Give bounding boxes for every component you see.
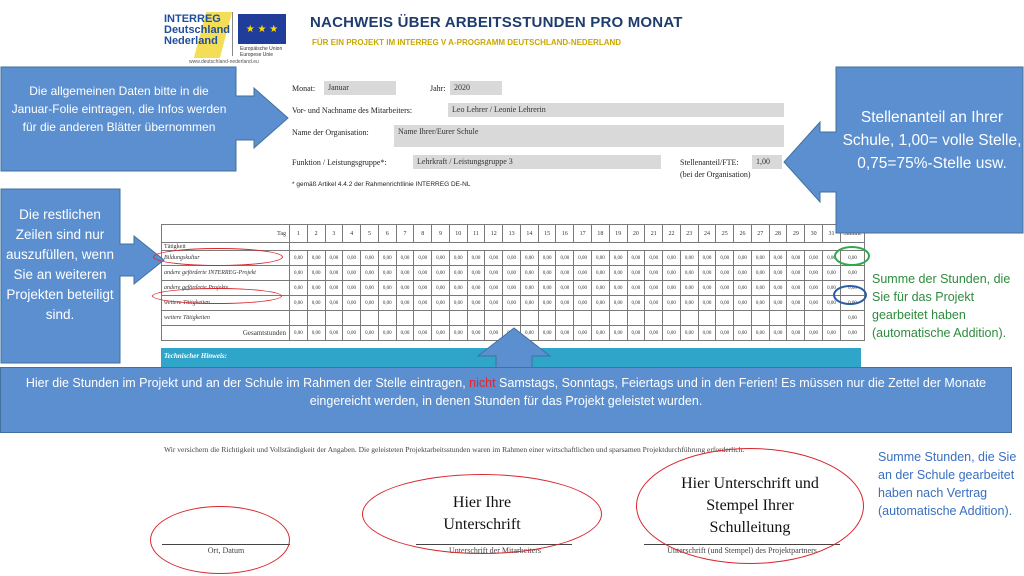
date-highlight-ellipse bbox=[150, 506, 290, 574]
row-sum-cell: 0,00 bbox=[841, 266, 865, 281]
hours-cell[interactable]: 0,00 bbox=[325, 281, 343, 296]
hours-cell[interactable] bbox=[787, 311, 805, 326]
activity-header-spacer bbox=[290, 243, 865, 251]
hours-cell[interactable]: 0,00 bbox=[769, 281, 787, 296]
employee-signature-caption: Unterschrift der Mitarbeiters bbox=[449, 546, 541, 555]
hours-cell[interactable]: 0,00 bbox=[627, 281, 645, 296]
blue-sum-highlight bbox=[833, 285, 867, 305]
hours-cell[interactable] bbox=[698, 311, 716, 326]
hours-cell[interactable]: 0,00 bbox=[716, 281, 734, 296]
total-hours-cell: 0,00 bbox=[485, 326, 503, 341]
table-row bbox=[162, 266, 865, 281]
hours-cell[interactable]: 0,00 bbox=[787, 281, 805, 296]
activity-label-cell[interactable]: weitere Tätigkeiten bbox=[162, 311, 290, 326]
hours-cell[interactable]: 0,00 bbox=[663, 281, 681, 296]
hours-cell[interactable]: 0,00 bbox=[449, 251, 467, 266]
hours-cell[interactable] bbox=[680, 311, 698, 326]
hours-cell[interactable]: 0,00 bbox=[680, 296, 698, 311]
own-signature-hint: Hier Ihre Unterschrift bbox=[443, 494, 521, 533]
total-hours-cell: 0,00 bbox=[343, 326, 361, 341]
day-header-cell: 1 bbox=[290, 225, 308, 243]
hours-cell[interactable]: 0,00 bbox=[414, 251, 432, 266]
school-signature-ellipse bbox=[636, 448, 864, 564]
hours-cell[interactable]: 0,00 bbox=[503, 251, 521, 266]
hours-cell[interactable] bbox=[467, 311, 485, 326]
hours-cell[interactable]: 0,00 bbox=[751, 296, 769, 311]
name-label: Vor- und Nachname des Mitarbeiters: bbox=[292, 106, 413, 115]
fte-field[interactable]: 1,00 bbox=[752, 155, 782, 169]
day-header-cell: 17 bbox=[574, 225, 592, 243]
function-field[interactable]: Lehrkraft / Leistungsgruppe 3 bbox=[413, 155, 661, 169]
day-header-cell: 9 bbox=[432, 225, 450, 243]
hours-cell[interactable]: 0,00 bbox=[325, 251, 343, 266]
total-hours-cell: 0,00 bbox=[467, 326, 485, 341]
hours-cell[interactable]: 0,00 bbox=[751, 281, 769, 296]
hours-cell[interactable]: 0,00 bbox=[520, 281, 538, 296]
hours-cell[interactable]: 0,00 bbox=[556, 266, 574, 281]
hours-cell[interactable]: 0,00 bbox=[485, 251, 503, 266]
hours-cell[interactable]: 0,00 bbox=[378, 266, 396, 281]
total-hours-cell: 0,00 bbox=[734, 326, 752, 341]
place-date-caption: Ort, Datum bbox=[207, 546, 245, 555]
callout-text-part2: Samstags, Sonntags, Feiertags und in den Ferien! Es müssen nur die Zettel der Monate eingereicht werden, in denen Stunden für das Projekt geleistet wurden. bbox=[309, 376, 987, 408]
hours-cell[interactable]: 0,00 bbox=[663, 296, 681, 311]
year-label: Jahr: bbox=[430, 84, 446, 93]
total-hours-cell: 0,00 bbox=[556, 326, 574, 341]
hours-cell[interactable]: 0,00 bbox=[290, 251, 308, 266]
hours-cell[interactable]: 0,00 bbox=[343, 251, 361, 266]
hours-cell[interactable] bbox=[503, 311, 521, 326]
hours-cell[interactable] bbox=[538, 311, 556, 326]
hours-cell[interactable]: 0,00 bbox=[414, 281, 432, 296]
hours-cell[interactable] bbox=[449, 311, 467, 326]
row-sum-cell: 0,00 bbox=[841, 311, 865, 326]
interreg-logo-text: INTERREG Deutschland Nederland bbox=[164, 13, 231, 47]
hours-cell[interactable] bbox=[432, 311, 450, 326]
day-header-cell: 2 bbox=[307, 225, 325, 243]
highlight-ellipse-row1 bbox=[153, 248, 283, 266]
own-signature-ellipse bbox=[362, 474, 602, 554]
day-header-cell: 5 bbox=[361, 225, 379, 243]
hours-cell[interactable]: 0,00 bbox=[805, 251, 823, 266]
hours-cell[interactable]: 0,00 bbox=[787, 266, 805, 281]
hours-cell[interactable]: 0,00 bbox=[698, 281, 716, 296]
hours-cell[interactable] bbox=[627, 311, 645, 326]
hours-cell[interactable]: 0,00 bbox=[378, 251, 396, 266]
name-field[interactable]: Leo Lehrer / Leonie Lehrerin bbox=[448, 103, 784, 117]
day-header-cell: 11 bbox=[467, 225, 485, 243]
total-hours-cell: 0,00 bbox=[520, 326, 538, 341]
hours-cell[interactable]: 0,00 bbox=[290, 281, 308, 296]
total-hours-cell: 0,00 bbox=[663, 326, 681, 341]
hours-cell[interactable]: 0,00 bbox=[698, 251, 716, 266]
hours-cell[interactable]: 0,00 bbox=[592, 281, 610, 296]
total-hours-cell: 0,00 bbox=[378, 326, 396, 341]
day-header-cell: 14 bbox=[520, 225, 538, 243]
total-hours-cell: 0,00 bbox=[574, 326, 592, 341]
hours-cell[interactable]: 0,00 bbox=[556, 296, 574, 311]
hours-cell[interactable]: 0,00 bbox=[520, 251, 538, 266]
total-hours-cell: 0,00 bbox=[787, 326, 805, 341]
hours-cell[interactable] bbox=[805, 311, 823, 326]
total-hours-cell: 0,00 bbox=[698, 326, 716, 341]
total-label-cell: Gesamtstunden bbox=[162, 326, 290, 341]
hours-cell[interactable]: 0,00 bbox=[822, 251, 840, 266]
activity-label-cell[interactable]: weitere Tätigkeiten bbox=[162, 296, 290, 311]
total-hours-cell: 0,00 bbox=[290, 326, 308, 341]
hours-cell[interactable]: 0,00 bbox=[627, 266, 645, 281]
day-header-cell: 16 bbox=[556, 225, 574, 243]
fte-label: Stellenanteil/FTE: bbox=[680, 158, 739, 167]
hours-cell[interactable]: 0,00 bbox=[592, 296, 610, 311]
hours-cell[interactable]: 0,00 bbox=[556, 251, 574, 266]
hours-cell[interactable]: 0,00 bbox=[734, 281, 752, 296]
hours-cell[interactable]: 0,00 bbox=[698, 266, 716, 281]
hours-cell[interactable]: 0,00 bbox=[396, 281, 414, 296]
org-label: Name der Organisation: bbox=[292, 128, 369, 137]
page-subtitle: FÜR EIN PROJEKT IM INTERREG V A-PROGRAMM DEUTSCHLAND-NEDERLAND bbox=[312, 38, 622, 47]
day-header-cell: 19 bbox=[609, 225, 627, 243]
hours-cell[interactable]: 0,00 bbox=[751, 266, 769, 281]
hours-cell[interactable]: 0,00 bbox=[396, 266, 414, 281]
hours-cell[interactable]: 0,00 bbox=[503, 281, 521, 296]
hours-cell[interactable] bbox=[822, 311, 840, 326]
tag-header-cell: Tag bbox=[162, 225, 290, 243]
day-header-cell: 15 bbox=[538, 225, 556, 243]
total-hours-cell: 0,00 bbox=[716, 326, 734, 341]
hours-cell[interactable]: 0,00 bbox=[592, 251, 610, 266]
hours-cell[interactable]: 0,00 bbox=[663, 251, 681, 266]
hours-cell[interactable]: 0,00 bbox=[538, 266, 556, 281]
hours-cell[interactable]: 0,00 bbox=[361, 251, 379, 266]
hours-cell[interactable]: 0,00 bbox=[414, 296, 432, 311]
hours-cell[interactable]: 0,00 bbox=[485, 266, 503, 281]
day-header-cell: 27 bbox=[751, 225, 769, 243]
hours-cell[interactable]: 0,00 bbox=[467, 266, 485, 281]
day-header-cell: 12 bbox=[485, 225, 503, 243]
hours-cell[interactable]: 0,00 bbox=[698, 296, 716, 311]
day-header-cell: 6 bbox=[378, 225, 396, 243]
total-hours-cell: 0,00 bbox=[325, 326, 343, 341]
total-hours-cell: 0,00 bbox=[414, 326, 432, 341]
hours-cell[interactable]: 0,00 bbox=[396, 251, 414, 266]
hours-cell[interactable]: 0,00 bbox=[307, 281, 325, 296]
day-header-cell: 13 bbox=[503, 225, 521, 243]
row-sum-cell: 0,00 bbox=[841, 251, 865, 266]
hours-cell[interactable]: 0,00 bbox=[432, 281, 450, 296]
hours-cell[interactable]: 0,00 bbox=[787, 251, 805, 266]
hours-cell[interactable] bbox=[574, 311, 592, 326]
hours-cell[interactable]: 0,00 bbox=[769, 296, 787, 311]
hours-cell[interactable] bbox=[556, 311, 574, 326]
activity-header-row bbox=[162, 243, 865, 251]
total-hours-cell: 0,00 bbox=[751, 326, 769, 341]
fte-callout-text: Stellenanteil an Ihrer Schule, 1,00= volle Stelle, 0,75=75%-Stelle usw. bbox=[842, 109, 1022, 172]
hours-cell[interactable]: 0,00 bbox=[538, 281, 556, 296]
day-header-cell: 8 bbox=[414, 225, 432, 243]
hours-cell[interactable]: 0,00 bbox=[734, 251, 752, 266]
up-arrow-shape bbox=[474, 326, 554, 372]
hours-cell[interactable]: 0,00 bbox=[805, 296, 823, 311]
other-projects-callout-text: Die restlichen Zeilen sind nur auszufüllen, wenn Sie an weiteren Projekten beteiligt sind. bbox=[5, 207, 115, 322]
hours-cell[interactable]: 0,00 bbox=[449, 266, 467, 281]
hours-cell[interactable]: 0,00 bbox=[734, 266, 752, 281]
total-hours-cell: 0,00 bbox=[805, 326, 823, 341]
callout-text-part1: Hier die Stunden im Projekt und an der Schule im Rahmen der Stelle eintragen, bbox=[25, 376, 470, 390]
hours-cell[interactable]: 0,00 bbox=[467, 251, 485, 266]
hours-cell[interactable]: 0,00 bbox=[680, 281, 698, 296]
hours-cell[interactable]: 0,00 bbox=[716, 251, 734, 266]
hours-cell[interactable]: 0,00 bbox=[485, 281, 503, 296]
callout-text-red: nicht bbox=[469, 376, 496, 390]
eu-flag-icon: ★ ★ ★ bbox=[238, 14, 286, 44]
highlight-ellipse-row4 bbox=[152, 288, 282, 304]
table-header-row bbox=[162, 225, 865, 243]
day-header-cell: 31 bbox=[822, 225, 840, 243]
total-hours-cell: 0,00 bbox=[538, 326, 556, 341]
hours-cell[interactable]: 0,00 bbox=[307, 296, 325, 311]
total-hours-cell: 0,00 bbox=[449, 326, 467, 341]
hours-cell[interactable]: 0,00 bbox=[663, 266, 681, 281]
technical-note-title: Technischer Hinweis: bbox=[164, 352, 227, 360]
hours-cell[interactable]: 0,00 bbox=[751, 251, 769, 266]
total-hours-cell: 0,00 bbox=[609, 326, 627, 341]
hours-cell[interactable] bbox=[396, 311, 414, 326]
hours-cell[interactable]: 0,00 bbox=[645, 281, 663, 296]
hours-cell[interactable]: 0,00 bbox=[574, 281, 592, 296]
hours-cell[interactable]: 0,00 bbox=[769, 251, 787, 266]
hours-cell[interactable]: 0,00 bbox=[378, 296, 396, 311]
hours-cell[interactable]: 0,00 bbox=[485, 296, 503, 311]
partner-signature-caption: Unterschrift (und Stempel) des Projektpartners bbox=[667, 546, 817, 555]
hours-cell[interactable] bbox=[343, 311, 361, 326]
project-sum-note: Summe der Stunden, die Sie für das Projekt gearbeitet haben (automatische Addition). bbox=[872, 272, 1011, 340]
table-row bbox=[162, 311, 865, 326]
day-header-cell: 28 bbox=[769, 225, 787, 243]
hours-cell[interactable]: 0,00 bbox=[805, 281, 823, 296]
hours-cell[interactable]: 0,00 bbox=[716, 266, 734, 281]
hours-cell[interactable] bbox=[520, 311, 538, 326]
hours-cell[interactable]: 0,00 bbox=[609, 281, 627, 296]
hours-cell[interactable]: 0,00 bbox=[290, 296, 308, 311]
hours-cell[interactable] bbox=[290, 311, 308, 326]
day-header-cell: 25 bbox=[716, 225, 734, 243]
day-header-cell: 18 bbox=[592, 225, 610, 243]
day-header-cell: 22 bbox=[663, 225, 681, 243]
total-hours-cell: 0,00 bbox=[769, 326, 787, 341]
day-header-cell: 23 bbox=[680, 225, 698, 243]
month-label: Monat: bbox=[292, 84, 316, 93]
hours-cell[interactable] bbox=[645, 311, 663, 326]
day-header-cell: 30 bbox=[805, 225, 823, 243]
hours-cell[interactable]: 0,00 bbox=[343, 281, 361, 296]
day-header-cell: 20 bbox=[627, 225, 645, 243]
hours-cell[interactable] bbox=[485, 311, 503, 326]
hours-cell[interactable]: 0,00 bbox=[503, 296, 521, 311]
hours-cell[interactable]: 0,00 bbox=[805, 266, 823, 281]
hours-cell[interactable]: 0,00 bbox=[449, 296, 467, 311]
hours-cell[interactable]: 0,00 bbox=[592, 266, 610, 281]
hours-cell[interactable]: 0,00 bbox=[520, 296, 538, 311]
school-signature-hint: Hier Unterschrift und Stempel Ihrer Schulleitung bbox=[681, 475, 819, 536]
hours-cell[interactable] bbox=[734, 311, 752, 326]
month-field[interactable]: Januar bbox=[324, 81, 396, 95]
page-title: NACHWEIS ÜBER ARBEITSSTUNDEN PRO MONAT bbox=[310, 14, 683, 31]
total-hours-cell: 0,00 bbox=[432, 326, 450, 341]
activity-label-cell[interactable]: andere geförderte Projekte bbox=[162, 281, 290, 296]
hours-cell[interactable]: 0,00 bbox=[769, 266, 787, 281]
green-sum-highlight bbox=[834, 246, 870, 266]
hours-cell[interactable] bbox=[325, 311, 343, 326]
hours-cell[interactable]: 0,00 bbox=[538, 251, 556, 266]
hours-cell[interactable] bbox=[609, 311, 627, 326]
hours-cell[interactable] bbox=[663, 311, 681, 326]
hours-cell[interactable]: 0,00 bbox=[645, 251, 663, 266]
hours-cell[interactable]: 0,00 bbox=[467, 281, 485, 296]
hours-cell[interactable]: 0,00 bbox=[343, 266, 361, 281]
hours-cell[interactable]: 0,00 bbox=[396, 296, 414, 311]
total-hours-cell: 0,00 bbox=[396, 326, 414, 341]
hours-cell[interactable]: 0,00 bbox=[645, 266, 663, 281]
hours-cell[interactable]: 0,00 bbox=[467, 296, 485, 311]
fte-note: (bei der Organisation) bbox=[680, 170, 751, 179]
total-hours-cell: 0,00 bbox=[361, 326, 379, 341]
activity-label-cell[interactable]: andere geförderte INTERREG-Projekt bbox=[162, 266, 290, 281]
logo-divider bbox=[232, 12, 233, 56]
timesheet-table bbox=[161, 224, 865, 341]
hours-cell[interactable]: 0,00 bbox=[414, 266, 432, 281]
day-header-cell: 24 bbox=[698, 225, 716, 243]
hours-cell[interactable]: 0,00 bbox=[645, 296, 663, 311]
function-label: Funktion / Leistungsgruppe*: bbox=[292, 158, 387, 167]
grand-total-cell: 0,00 bbox=[841, 326, 865, 341]
hours-cell[interactable]: 0,00 bbox=[716, 296, 734, 311]
hours-cell[interactable]: 0,00 bbox=[574, 251, 592, 266]
school-sum-note: Summe Stunden, die Sie an der Schule gearbeitet haben nach Vertrag (automatische Addition). bbox=[878, 450, 1017, 518]
hours-cell[interactable] bbox=[751, 311, 769, 326]
hours-cell[interactable]: 0,00 bbox=[432, 266, 450, 281]
activity-header-cell: Tätigkeit bbox=[162, 243, 290, 251]
hours-cell[interactable] bbox=[716, 311, 734, 326]
hours-cell[interactable]: 0,00 bbox=[627, 251, 645, 266]
hours-cell[interactable]: 0,00 bbox=[378, 281, 396, 296]
hours-cell[interactable]: 0,00 bbox=[822, 281, 840, 296]
hours-cell[interactable]: 0,00 bbox=[503, 266, 521, 281]
total-hours-cell: 0,00 bbox=[627, 326, 645, 341]
hours-cell[interactable]: 0,00 bbox=[609, 251, 627, 266]
hours-cell[interactable]: 0,00 bbox=[822, 266, 840, 281]
day-header-cell: 4 bbox=[343, 225, 361, 243]
total-hours-cell: 0,00 bbox=[307, 326, 325, 341]
hours-cell[interactable]: 0,00 bbox=[627, 296, 645, 311]
hours-cell[interactable] bbox=[414, 311, 432, 326]
hours-cell[interactable]: 0,00 bbox=[343, 296, 361, 311]
day-header-cell: 26 bbox=[734, 225, 752, 243]
hours-cell[interactable]: 0,00 bbox=[361, 296, 379, 311]
total-hours-cell: 0,00 bbox=[645, 326, 663, 341]
activity-label-cell[interactable]: Bildungskultur bbox=[162, 251, 290, 266]
hours-cell[interactable]: 0,00 bbox=[574, 266, 592, 281]
hours-cell[interactable]: 0,00 bbox=[361, 266, 379, 281]
hours-cell[interactable] bbox=[361, 311, 379, 326]
day-header-cell: 21 bbox=[645, 225, 663, 243]
year-field[interactable]: 2020 bbox=[450, 81, 502, 95]
hours-cell[interactable]: 0,00 bbox=[307, 266, 325, 281]
row-sum-cell: 0,00 bbox=[841, 296, 865, 311]
hours-cell[interactable]: 0,00 bbox=[609, 296, 627, 311]
footnote: * gemäß Artikel 4.4.2 der Rahmenrichtlinie INTERREG DE-NL bbox=[292, 181, 471, 188]
hours-cell[interactable]: 0,00 bbox=[361, 281, 379, 296]
hours-cell[interactable]: 0,00 bbox=[734, 296, 752, 311]
hours-cell[interactable]: 0,00 bbox=[432, 251, 450, 266]
org-field[interactable]: Name Ihrer/Eurer Schule bbox=[394, 125, 784, 147]
hours-cell[interactable]: 0,00 bbox=[290, 266, 308, 281]
hours-cell[interactable]: 0,00 bbox=[787, 296, 805, 311]
day-header-cell: 3 bbox=[325, 225, 343, 243]
day-header-cell: 10 bbox=[449, 225, 467, 243]
eu-caption: Europäische Union Europese Unie bbox=[240, 46, 283, 58]
general-data-callout-text: Die allgemeinen Daten bitte in die Januar-Folie eintragen, die Infos werden für die anderen Blätter übernommen bbox=[11, 84, 227, 134]
declaration-text: Wir versichern die Richtigkeit und Vollständigkeit der Angaben. Die geleisteten Projektarbeitsstunden waren im Rahmen einer wirtschaftlichen und sparsamen Projektdurchführung erforderlich. bbox=[164, 445, 745, 454]
hours-cell[interactable]: 0,00 bbox=[520, 266, 538, 281]
logo-url: www.deutschland-nederland.eu bbox=[189, 59, 259, 65]
hours-cell[interactable] bbox=[592, 311, 610, 326]
hours-cell[interactable]: 0,00 bbox=[432, 296, 450, 311]
hours-cell[interactable]: 0,00 bbox=[822, 296, 840, 311]
hours-instruction-callout bbox=[0, 367, 1012, 433]
hours-cell[interactable] bbox=[307, 311, 325, 326]
hours-cell[interactable] bbox=[769, 311, 787, 326]
hours-cell[interactable]: 0,00 bbox=[609, 266, 627, 281]
row-sum-cell: 0,00 bbox=[841, 281, 865, 296]
hours-cell[interactable]: 0,00 bbox=[574, 296, 592, 311]
total-hours-cell: 0,00 bbox=[822, 326, 840, 341]
hours-cell[interactable]: 0,00 bbox=[325, 266, 343, 281]
day-header-cell: 7 bbox=[396, 225, 414, 243]
hours-cell[interactable]: 0,00 bbox=[680, 266, 698, 281]
hours-cell[interactable]: 0,00 bbox=[449, 281, 467, 296]
total-hours-cell: 0,00 bbox=[680, 326, 698, 341]
hours-cell[interactable]: 0,00 bbox=[556, 281, 574, 296]
hours-cell[interactable]: 0,00 bbox=[538, 296, 556, 311]
hours-cell[interactable]: 0,00 bbox=[680, 251, 698, 266]
hours-cell[interactable]: 0,00 bbox=[307, 251, 325, 266]
hours-cell[interactable] bbox=[378, 311, 396, 326]
hours-cell[interactable]: 0,00 bbox=[325, 296, 343, 311]
total-hours-cell: 0,00 bbox=[592, 326, 610, 341]
day-header-cell: 29 bbox=[787, 225, 805, 243]
